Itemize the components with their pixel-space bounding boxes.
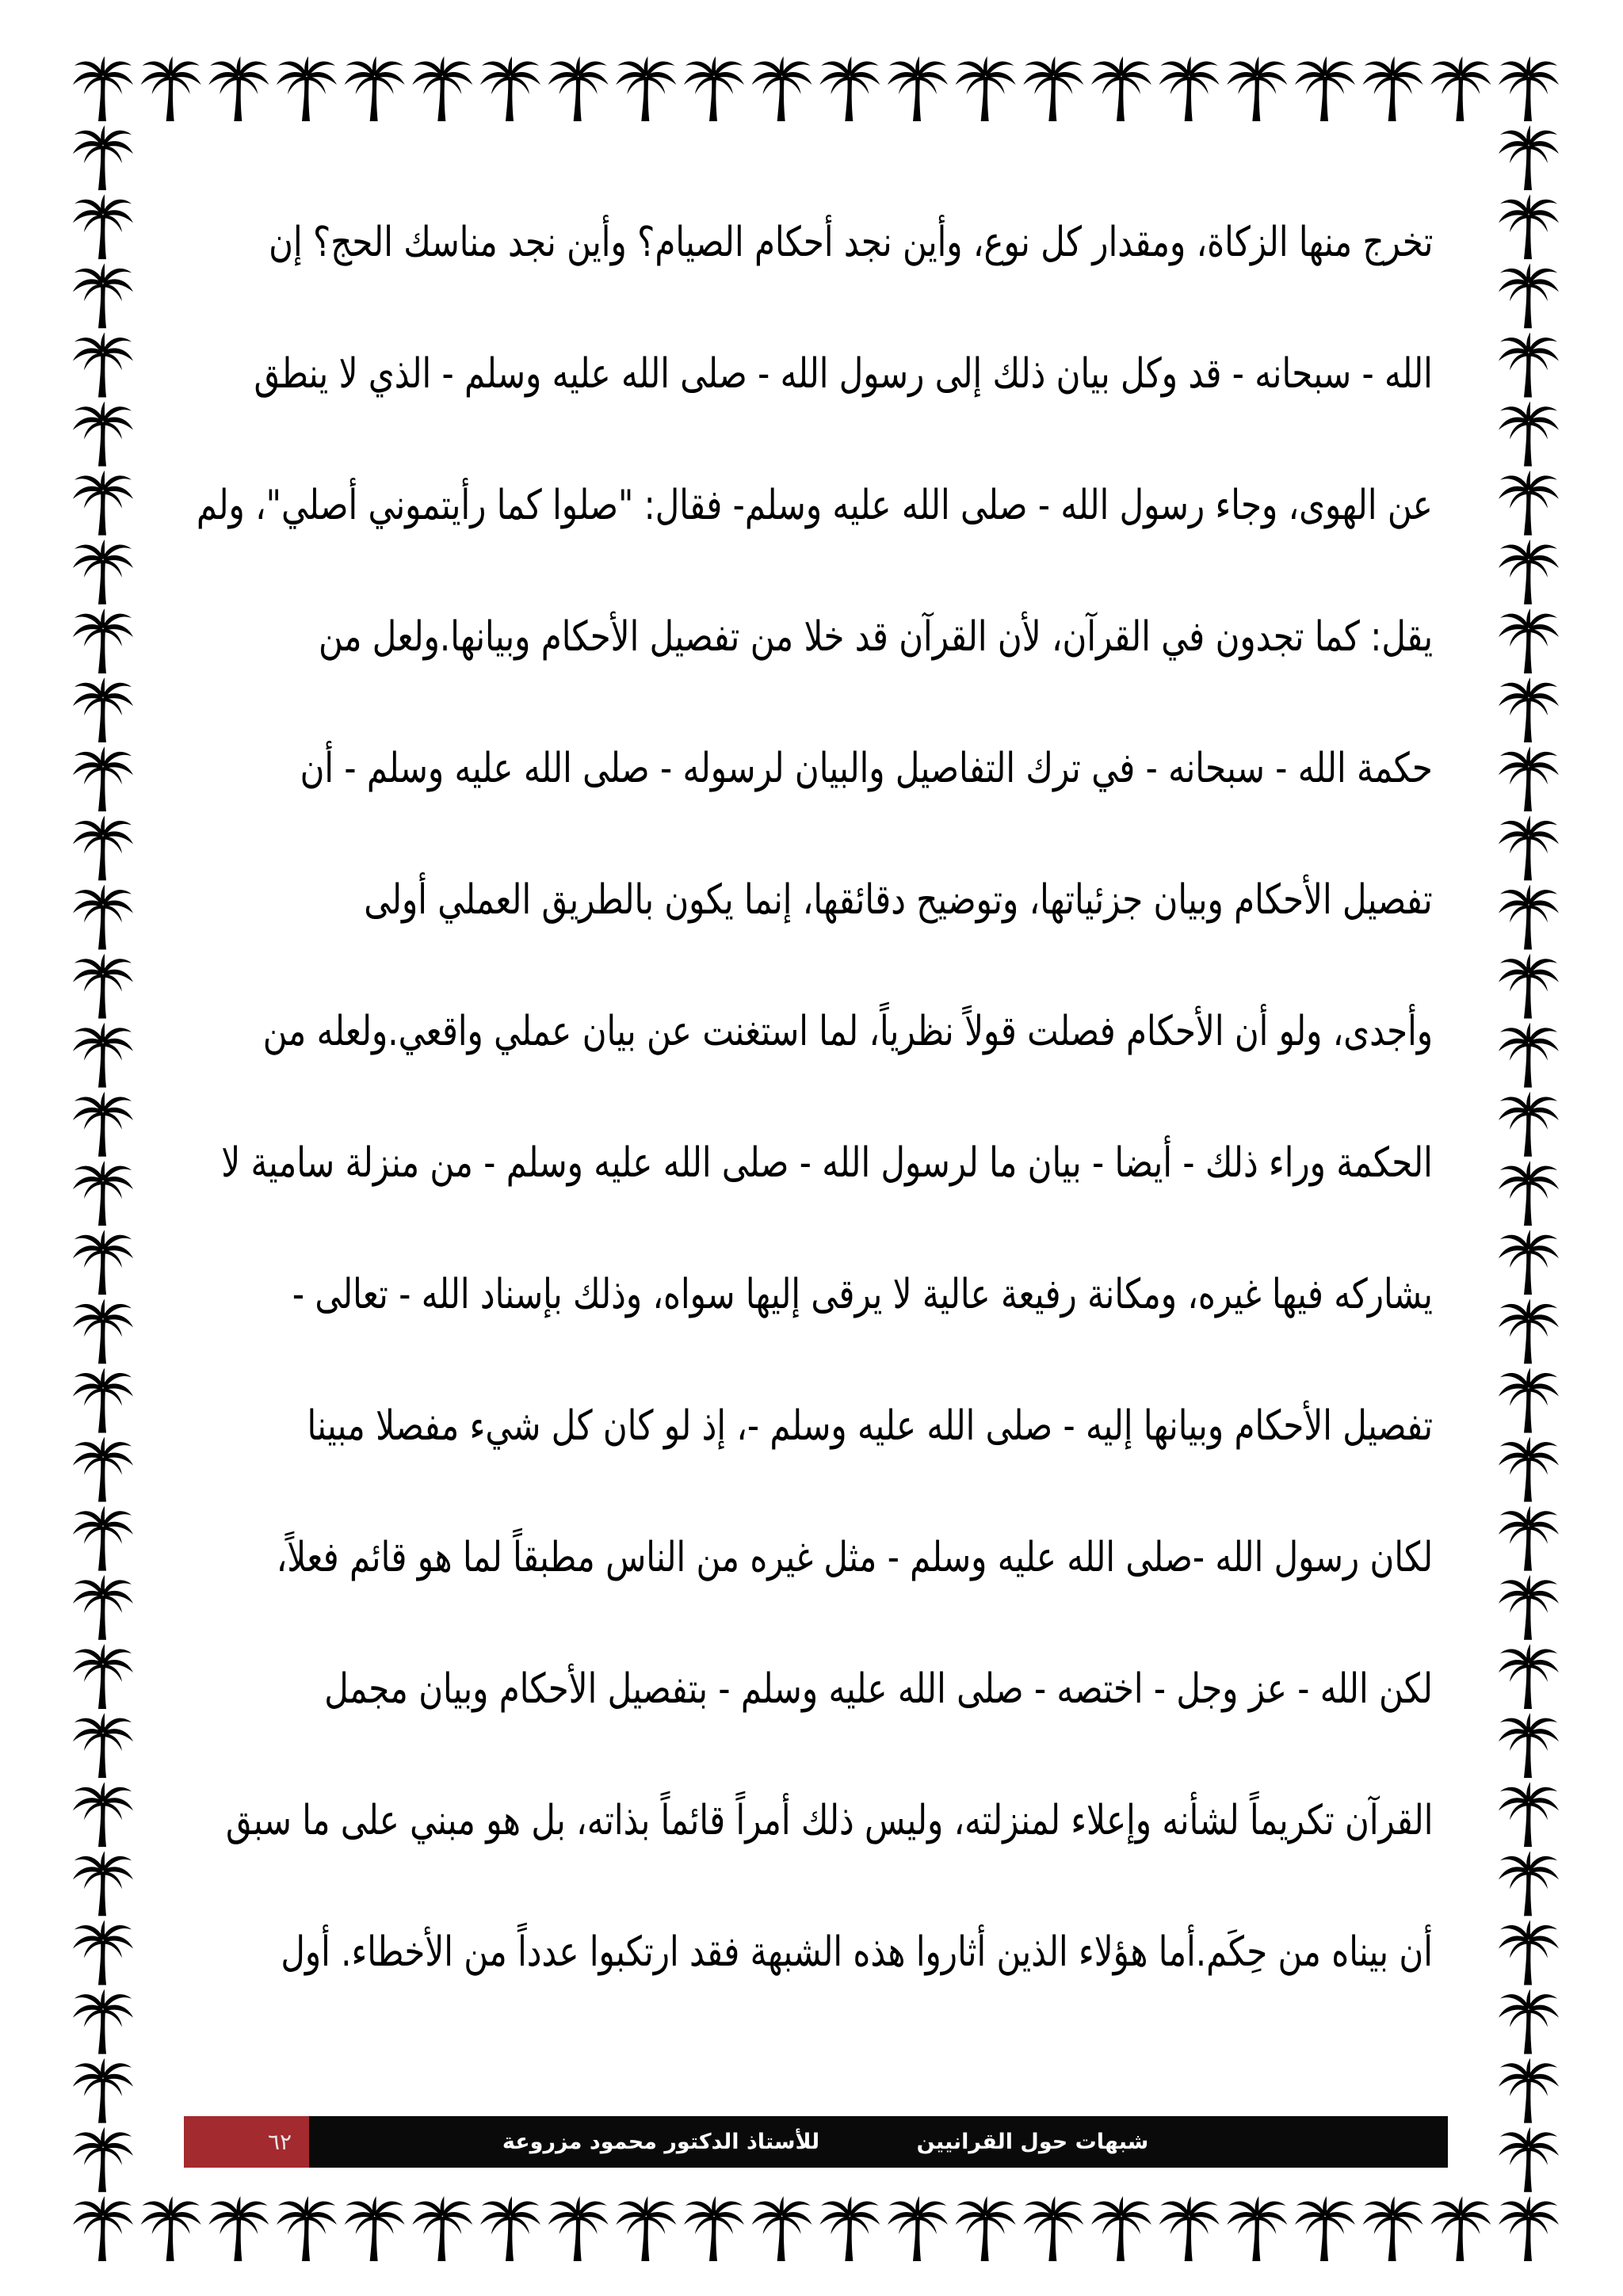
palm-tree-icon (1159, 2196, 1220, 2261)
palm-tree-icon (1430, 56, 1491, 121)
text-line-content: تفصيل الأحكام وبيان جزئياتها، وتوضيح دقائقها، إنما يكون بالطريق العملي أولى (364, 876, 1433, 924)
palm-tree-icon (1499, 1299, 1559, 1363)
text-line-content: تفصيل الأحكام وبيانها إليه - صلى الله عليه وسلم -، إذ لو كان كل شيء مفصلا مبينا (307, 1402, 1433, 1450)
palm-tree-icon (141, 56, 201, 121)
palm-tree-icon (1363, 56, 1423, 121)
palm-tree-icon (1499, 333, 1559, 398)
palm-tree-icon (1499, 2127, 1559, 2192)
text-line-content: عن الهوى، وجاء رسول الله - صلى الله عليه وسلم- فقال: "صلوا كما رأيتموني أصلي"، ولم (197, 482, 1433, 529)
text-line (197, 1886, 1433, 2018)
palm-tree-icon (819, 2196, 880, 2261)
body-text (197, 177, 1433, 2018)
footer-author: للأستاذ الدكتور محمود مزروعة (502, 2130, 820, 2154)
text-line-content: يشاركه فيها غيره، ومكانة رفيعة عالية لا يرقى إليها سواه، وذلك بإسناد الله - تعالى - (292, 1271, 1433, 1318)
palm-tree-icon (888, 2196, 948, 2261)
palm-tree-icon (684, 56, 744, 121)
text-line (197, 1623, 1433, 1755)
palm-tree-icon (752, 56, 812, 121)
palm-tree-icon (1499, 56, 1559, 121)
footer-book-title: شبهات حول القرانيين (916, 2130, 1149, 2154)
palm-tree-icon (819, 56, 880, 121)
text-line-content: القرآن تكريماً لشأنه وإعلاء لمنزلته، وليس ذلك أمراً قائماً بذاته، بل هو مبني على ما سبق (225, 1797, 1433, 1844)
palm-tree-icon (345, 56, 405, 121)
palm-tree-icon (684, 2196, 744, 2261)
palm-tree-icon (956, 2196, 1016, 2261)
palm-tree-icon (616, 56, 676, 121)
text-line (197, 703, 1433, 834)
palm-tree-icon (1227, 56, 1287, 121)
palm-tree-icon (1430, 2196, 1491, 2261)
palm-tree-icon (1363, 2196, 1423, 2261)
palm-tree-icon (412, 56, 472, 121)
text-line (197, 1360, 1433, 1492)
palm-tree-icon (480, 56, 540, 121)
palm-tree-icon (1499, 194, 1559, 259)
palm-tree-icon (208, 2196, 269, 2261)
text-line-content: الحكمة وراء ذلك - أيضا - بيان ما لرسول الله - صلى الله عليه وسلم - من منزلة سامية لا (221, 1139, 1433, 1187)
palm-tree-icon (1499, 746, 1559, 811)
palm-tree-icon (1499, 1092, 1559, 1157)
palm-tree-icon (412, 2196, 472, 2261)
text-line-content: حكمة الله - سبحانه - في ترك التفاصيل والبيان لرسوله - صلى الله عليه وسلم - أن (300, 745, 1433, 792)
palm-tree-icon (752, 2196, 812, 2261)
palm-tree-icon (548, 56, 609, 121)
text-line-content: وأجدى، ولو أن الأحكام فصلت قولاً نظرياً، لما استغنت عن بيان عملي واقعي.ولعله من (262, 1008, 1433, 1055)
palm-tree-icon (1499, 1920, 1559, 1985)
palm-tree-icon (1499, 1575, 1559, 1640)
palm-tree-icon (73, 56, 133, 121)
text-line-content: أن بيناه من حِكَم.أما هؤلاء الذين أثاروا هذه الشبهة فقد ارتكبوا عدداً من الأخطاء. أول (281, 1928, 1433, 1976)
text-line (197, 834, 1433, 966)
palm-tree-icon (1295, 2196, 1355, 2261)
palm-tree-icon (956, 56, 1016, 121)
palm-tree-icon (1499, 1644, 1559, 1709)
palm-tree-icon (1499, 885, 1559, 950)
palm-tree-icon (1499, 1506, 1559, 1571)
text-line (197, 440, 1433, 571)
palm-tree-icon (1091, 2196, 1151, 2261)
palm-tree-icon (1499, 471, 1559, 536)
palm-tree-icon (616, 2196, 676, 2261)
palm-tree-icon (1499, 2196, 1559, 2261)
text-line-content: تخرج منها الزكاة، ومقدار كل نوع، وأين نجد أحكام الصيام؟ وأين نجد مناسك الحج؟ إن (268, 219, 1433, 266)
text-line (197, 308, 1433, 440)
palm-tree-icon (548, 2196, 609, 2261)
text-line-content: لكن الله - عز وجل - اختصه - صلى الله عليه وسلم - بتفصيل الأحكام وبيان مجمل (324, 1665, 1433, 1713)
palm-tree-icon (1499, 1161, 1559, 1226)
palm-tree-icon (1499, 1367, 1559, 1432)
palm-tree-icon (73, 2196, 133, 2261)
text-line (197, 1229, 1433, 1360)
palm-tree-icon (1091, 56, 1151, 121)
palm-tree-icon (1499, 1782, 1559, 1847)
palm-tree-icon (1499, 677, 1559, 742)
text-line-content: لكان رسول الله -صلى الله عليه وسلم - مثل غيره من الناس مطبقاً لما هو قائم فعلاً، (276, 1534, 1433, 1581)
palm-tree-icon (1023, 2196, 1083, 2261)
palm-tree-icon (1499, 125, 1559, 190)
palm-tree-icon (73, 2127, 133, 2192)
text-line (197, 1097, 1433, 1229)
text-line (197, 571, 1433, 703)
page-number-box (184, 2116, 309, 2168)
palm-tree-icon (345, 2196, 405, 2261)
palm-tree-icon (1499, 402, 1559, 467)
palm-tree-icon (1499, 1023, 1559, 1088)
text-line (197, 177, 1433, 308)
text-line (197, 966, 1433, 1097)
palm-tree-icon (1499, 2058, 1559, 2123)
palm-tree-icon (73, 2058, 133, 2123)
text-line-content: يقل: كما تجدون في القرآن، لأن القرآن قد خلا من تفصيل الأحكام وبيانها.ولعل من (318, 613, 1433, 661)
palm-tree-icon (1499, 815, 1559, 880)
palm-tree-icon (1499, 954, 1559, 1019)
palm-tree-icon (1499, 1713, 1559, 1778)
palm-tree-icon (1295, 56, 1355, 121)
palm-tree-icon (1499, 263, 1559, 328)
text-line (197, 1492, 1433, 1623)
palm-tree-icon (1499, 540, 1559, 605)
palm-tree-icon (1023, 56, 1083, 121)
footer-bar (184, 2116, 1448, 2168)
palm-tree-icon (277, 2196, 337, 2261)
page-number: ٦٢ (267, 2129, 292, 2155)
palm-tree-icon (480, 2196, 540, 2261)
palm-tree-icon (1499, 608, 1559, 673)
palm-tree-icon (1499, 1851, 1559, 1916)
text-line (197, 1755, 1433, 1886)
palm-tree-icon (888, 56, 948, 121)
palm-tree-icon (1227, 2196, 1287, 2261)
palm-tree-icon (208, 56, 269, 121)
palm-tree-icon (141, 2196, 201, 2261)
palm-tree-icon (1499, 1230, 1559, 1295)
palm-tree-icon (1499, 1437, 1559, 1502)
palm-tree-icon (277, 56, 337, 121)
palm-tree-icon (1499, 1989, 1559, 2054)
palm-tree-icon (1159, 56, 1220, 121)
text-line-content: الله - سبحانه - قد وكل بيان ذلك إلى رسول الله - صلى الله عليه وسلم - الذي لا ينطق (254, 350, 1433, 398)
